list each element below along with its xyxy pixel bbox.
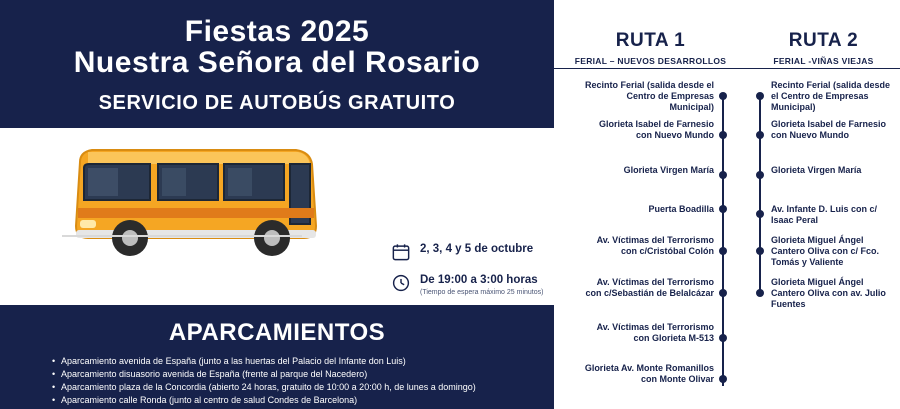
- route-1-dot-4: [719, 205, 727, 213]
- route-1-dot-7: [719, 334, 727, 342]
- header-band: [0, 0, 554, 128]
- page-title-line1: Fiestas 2025: [184, 15, 370, 48]
- schedule-hours: De 19:00 a 3:00 horas: [420, 274, 538, 286]
- route-2-subtitle: FERIAL -VIÑAS VIEJAS: [773, 56, 874, 66]
- list-item: • Aparcamiento avenida de España (junto a las huertas del Palacio del Infante don Luis): [52, 355, 522, 368]
- schedule-note: (Tiempo de espera máximo 25 minutos): [420, 289, 544, 296]
- parking-band: [0, 305, 554, 409]
- route-2-stop-3: Glorieta Virgen María: [771, 165, 862, 175]
- schedule-dates: 2, 3, 4 y 5 de octubre: [420, 243, 534, 255]
- route-2-stop-1: Recinto Ferial (salida desde el Centro de Empresas Municipal): [771, 80, 891, 112]
- route-1-dot-1: [719, 92, 727, 100]
- route-2-stop-2: Glorieta Isabel de Farnesio con Nuevo Mundo: [771, 119, 887, 140]
- schedule-block: [392, 242, 557, 307]
- route-1-dot-6: [719, 289, 727, 297]
- route-2-title: RUTA 2: [788, 30, 859, 51]
- route-2-dot-6: [756, 289, 764, 297]
- bus-ground-line: [62, 235, 302, 237]
- route-2-stop-4: Av. Infante D. Luis con c/ Isaac Peral: [771, 204, 878, 225]
- parking-title: APARCAMIENTOS: [168, 319, 386, 346]
- route-2-dot-5: [756, 247, 764, 255]
- route-2-dot-2: [756, 131, 764, 139]
- route-1-subtitle: FERIAL – NUEVOS DESARROLLOS: [574, 56, 727, 66]
- route-1-timeline: [722, 96, 724, 386]
- route-column-2: [747, 0, 900, 409]
- calendar-icon: [392, 243, 410, 261]
- route-2-dot-3: [756, 171, 764, 179]
- route-2-stop-5: Glorieta Miguel Ángel Cantero Oliva con c/ Fco. Tomás y Valiente: [771, 235, 880, 267]
- route-column-1: [554, 0, 747, 409]
- clock-icon: [392, 274, 410, 292]
- list-item: • Aparcamiento plaza de la Concordia (abierto 24 horas, gratuito de 10:00 a 20:00 h, de lunes a domingo): [52, 381, 522, 394]
- route-1-stop-7: Av. Víctimas del Terrorismo con Glorieta M-513: [596, 322, 714, 343]
- route-1-dot-8: [719, 375, 727, 383]
- route-1-stop-4: Puerta Boadilla: [648, 204, 714, 214]
- route-1-divider: [554, 68, 747, 69]
- route-1-stop-1: Recinto Ferial (salida desde el Centro de Empresas Municipal): [584, 80, 714, 112]
- route-1-stop-8: Glorieta Av. Monte Romanillos con Monte Olivar: [584, 363, 714, 384]
- route-1-stop-6: Av. Víctimas del Terrorismo con c/Sebastián de Belalcázar: [585, 277, 714, 298]
- route-2-dot-1: [756, 92, 764, 100]
- route-2-timeline: [759, 96, 761, 296]
- page-subtitle: SERVICIO DE AUTOBÚS GRATUITO: [98, 92, 456, 114]
- route-2-stop-6: Glorieta Miguel Ángel Cantero Oliva con av. Julio Fuentes: [771, 277, 886, 309]
- route-1-dot-2: [719, 131, 727, 139]
- schedule-dates-row: [392, 242, 557, 264]
- route-2-divider: [747, 68, 900, 69]
- route-1-stop-3: Glorieta Virgen María: [623, 165, 714, 175]
- route-2-dot-4: [756, 210, 764, 218]
- route-1-stop-5: Av. Víctimas del Terrorismo con c/Cristóbal Colón: [596, 235, 714, 256]
- route-1-dot-5: [719, 247, 727, 255]
- schedule-hours-row: [392, 273, 557, 298]
- route-1-title: RUTA 1: [615, 30, 686, 51]
- route-1-dot-3: [719, 171, 727, 179]
- bus-icon: [58, 134, 338, 274]
- page-title-line2: Nuestra Señora del Rosario: [73, 46, 481, 79]
- routes-panel: [554, 0, 900, 409]
- parking-list: [52, 355, 522, 407]
- route-1-stop-2: Glorieta Isabel de Farnesio con Nuevo Mundo: [598, 119, 714, 140]
- list-item: • Aparcamiento calle Ronda (junto al centro de salud Condes de Barcelona): [52, 394, 522, 407]
- list-item: • Aparcamiento disuasorio avenida de España (frente al parque del Nacedero): [52, 368, 522, 381]
